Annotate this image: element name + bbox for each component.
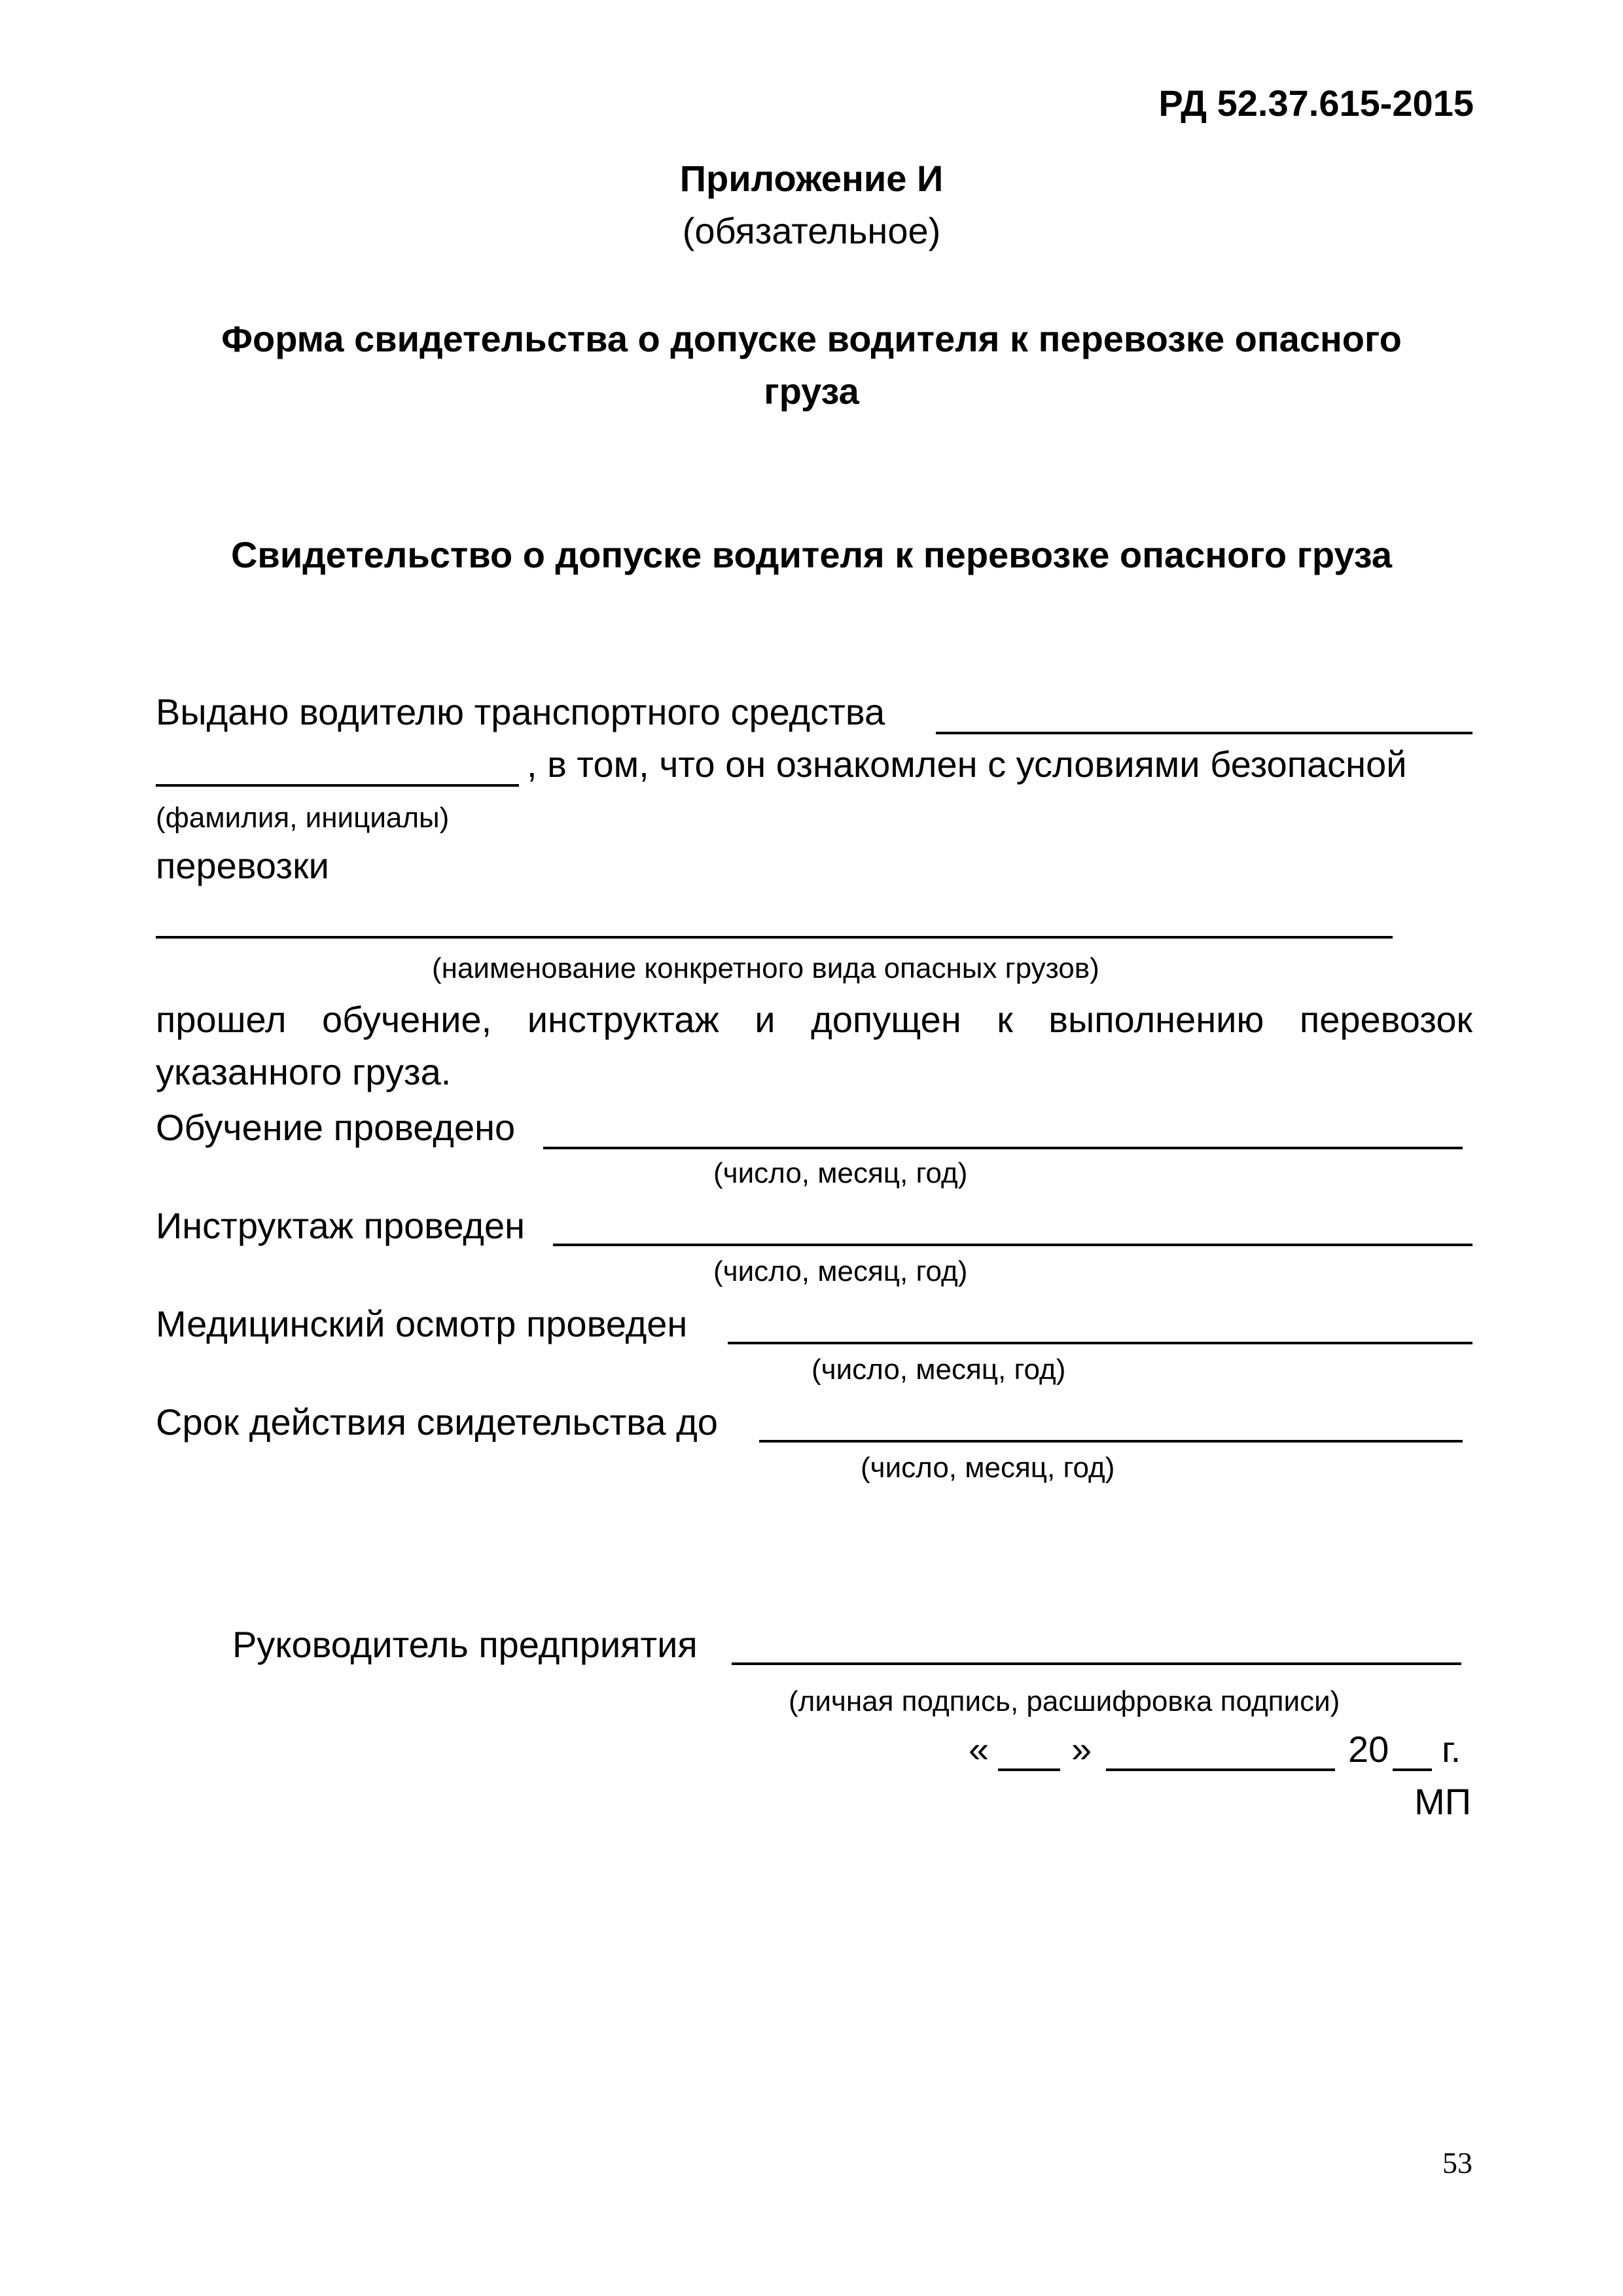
signature-caption: (личная подпись, расшифровка подписи) <box>789 1685 1340 1717</box>
document-code: РД 52.37.615-2015 <box>1158 82 1474 124</box>
validity-date-line[interactable] <box>759 1440 1463 1443</box>
appendix-title: Приложение И <box>679 158 944 199</box>
name-caption: (фамилия, инициалы) <box>156 802 450 834</box>
issued-to-label: Выдано водителю транспортного средства <box>156 691 885 732</box>
manager-label: Руководитель предприятия <box>232 1624 698 1665</box>
medical-date-line[interactable] <box>728 1342 1472 1344</box>
medical-caption: (число, месяц, год) <box>812 1354 1066 1386</box>
passed-text-line1: прошел обучение, инструктаж и допущен к выполнению перевозок <box>156 999 1472 1040</box>
appendix-note: (обязательное) <box>682 210 941 251</box>
transport-label: перевозки <box>156 845 329 886</box>
familiar-text: , в том, что он ознакомлен с условиями безопасной <box>527 744 1407 785</box>
cargo-field-line[interactable] <box>156 936 1393 939</box>
training-label: Обучение проведено <box>156 1107 516 1148</box>
year-prefix: 20 <box>1348 1729 1389 1770</box>
manager-signature-line[interactable] <box>732 1662 1461 1665</box>
year-field-line[interactable] <box>1393 1768 1432 1771</box>
medical-label: Медицинский осмотр проведен <box>156 1303 688 1344</box>
briefing-date-line[interactable] <box>553 1244 1472 1246</box>
passed-text-line2: указанного груза. <box>156 1051 452 1092</box>
date-open-quote: « <box>969 1729 990 1770</box>
training-date-line[interactable] <box>543 1147 1463 1149</box>
cargo-caption: (наименование конкретного вида опасных грузов) <box>432 952 1099 984</box>
form-title-line2: груза <box>764 370 859 412</box>
validity-caption: (число, месяц, год) <box>861 1452 1115 1484</box>
driver-name-line[interactable] <box>156 784 519 787</box>
form-title-line1: Форма свидетельства о допуске водителя к перевозке опасного <box>221 318 1402 359</box>
page-number: 53 <box>1442 2146 1472 2179</box>
stamp-place: МП <box>1414 1781 1471 1822</box>
date-close-quote: » <box>1071 1729 1092 1770</box>
vehicle-field-line[interactable] <box>936 732 1472 734</box>
year-suffix: г. <box>1442 1729 1461 1770</box>
certificate-title: Свидетельство о допуске водителя к перевозке опасного груза <box>230 534 1393 575</box>
day-field-line[interactable] <box>998 1768 1060 1771</box>
briefing-caption: (число, месяц, год) <box>713 1255 968 1287</box>
validity-label: Срок действия свидетельства до <box>156 1401 718 1443</box>
month-field-line[interactable] <box>1106 1768 1335 1771</box>
briefing-label: Инструктаж проведен <box>156 1205 526 1246</box>
training-caption: (число, месяц, год) <box>713 1157 968 1189</box>
